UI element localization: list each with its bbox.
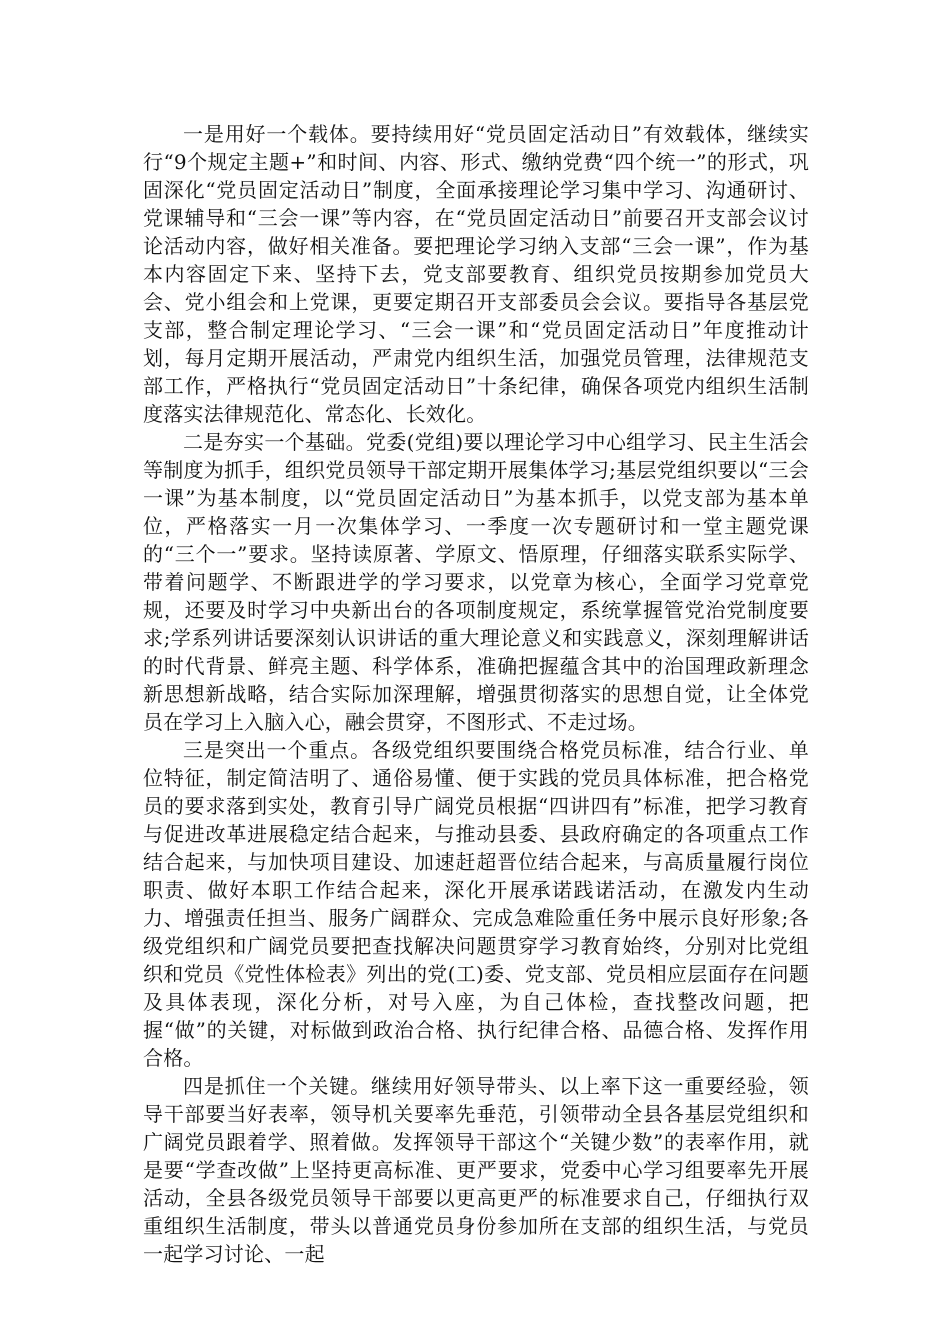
paragraph-key: 四是抓住一个关键。继续用好领导带头、以上率下这一重要经验，领导干部要当好表率，领导机关要率先垂范，引领带动全县各基层党组织和广阔党员跟着学、照着做。发挥领导干部这个“关键少数”的表率作用，就是要“学查改做”上坚持更高标准、更严要求，党委中心学习组要率先开展活动，全县各级党员领导干部要以更高更严的标准要求自己，仔细执行双重组织生活制度，带头以普通党员身份参加所在支部的组织生活，与党员一起学习讨论、一起 — [143, 1074, 809, 1266]
paragraph-focus: 三是突出一个重点。各级党组织要围绕合格党员标准，结合行业、单位特征，制定简洁明了、通俗易懂、便于实践的党员具体标准，把合格党员的要求落到实处，教育引导广阔党员根据“四讲四有”标准，把学习教育与促进改革进展稳定结合起来，与推动县委、县政府确定的各项重点工作结合起来，与加快项目建设、加速赶超晋位结合起来，与高质量履行岗位职责、做好本职工作结合起来，深化开展承诺践诺活动，在激发内生动力、增强责任担当、服务广阔群众、完成急难险重任务中展示良好形象;各级党组织和广阔党员要把查找解决问题贯穿学习教育始终，分别对比党组织和党员《党性体检表》列出的党(工)委、党支部、党员相应层面存在问题及具体表现，深化分析，对号入座，为自己体检，查找整改问题，把握“做”的关键，对标做到政治合格、执行纪律合格、品德合格、发挥作用合格。 — [143, 738, 809, 1070]
paragraph-carrier: 一是用好一个载体。要持续用好“党员固定活动日”有效载体，继续实行“9个规定主题+”和时间、内容、形式、缴纳党费“四个统一”的形式，巩固深化“党员固定活动日”制度，全面承接理论学习集中学习、沟通研讨、党课辅导和“三会一课”等内容，在“党员固定活动日”前要召开支部会议讨论活动内容，做好相关准备。要把理论学习纳入支部“三会一课”，作为基本内容固定下来、坚持下去，党支部要教育、组织党员按期参加党员大会、党小组会和上党课，更要定期召开支部委员会会议。要指导各基层党支部，整合制定理论学习、“三会一课”和“党员固定活动日”年度推动计划，每月定期开展活动，严肃党内组织生活，加强党员管理，法律规范支部工作，严格执行“党员固定活动日”十条纪律，确保各项党内组织生活制度落实法律规范化、常态化、长效化。 — [143, 122, 809, 426]
document-body — [143, 120, 809, 1268]
paragraph-foundation: 二是夯实一个基础。党委(党组)要以理论学习中心组学习、民主生活会等制度为抓手，组织党员领导干部定期开展集体学习;基层党组织要以“三会一课”为基本制度，以“党员固定活动日”为基本抓手，以党支部为基本单位，严格落实一月一次集体学习、一季度一次专题研讨和一堂主题党课的“三个一”要求。坚持读原著、学原文、悟原理，仔细落实联系实际学、带着问题学、不断跟进学的学习要求，以党章为核心，全面学习党章党规，还要及时学习中央新出台的各项制度规定，系统掌握管党治党制度要求;学系列讲话要深刻认识讲话的重大理论意义和实践意义，深刻理解讲话的时代背景、鲜亮主题、科学体系，准确把握蕴含其中的治国理政新理念新思想新战略，结合实际加深理解，增强贯彻落实的思想自觉，让全体党员在学习上入脑入心，融会贯穿，不图形式、不走过场。 — [143, 430, 809, 734]
